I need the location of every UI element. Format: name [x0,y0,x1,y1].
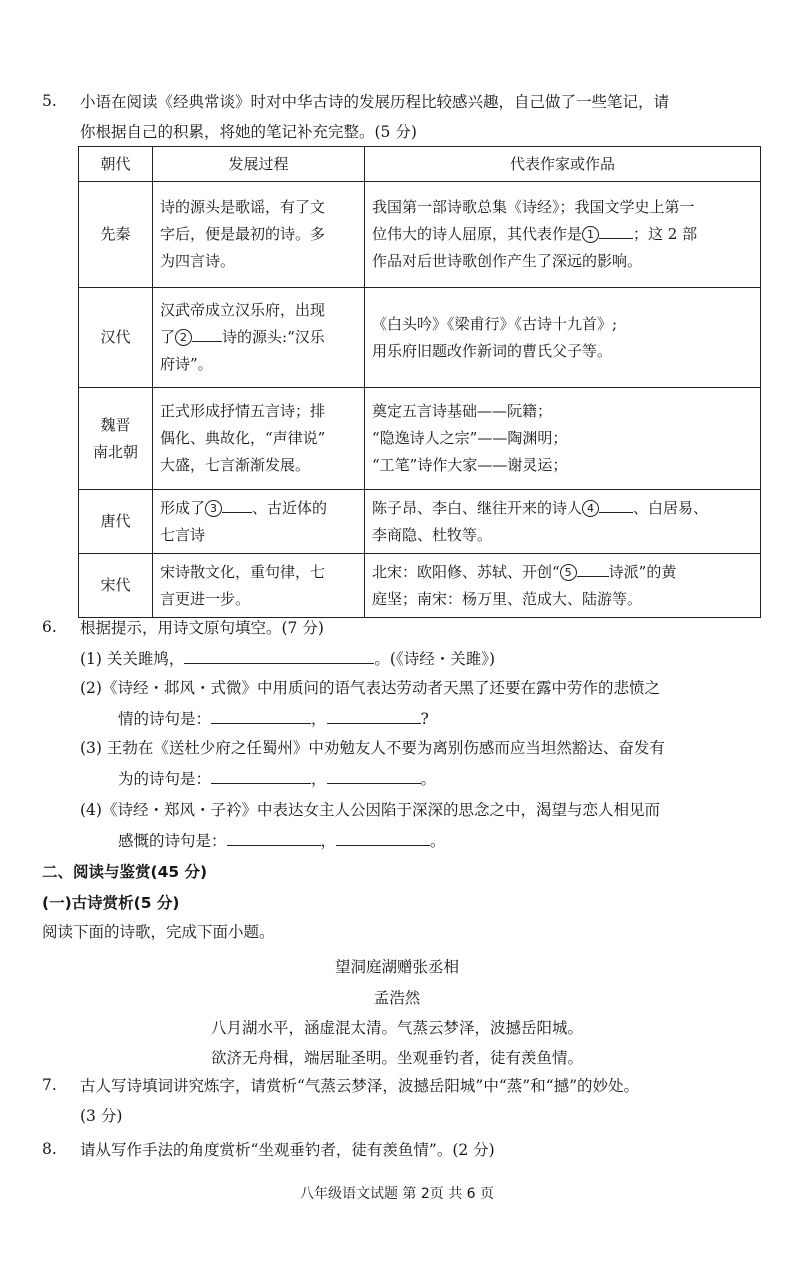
sub4-comma: ， [320,832,337,850]
dynasty-line: 魏晋 [100,415,131,434]
dev-line: 字后，便是最初的诗。多 [160,225,326,243]
answer-blank-2[interactable] [192,326,222,342]
table-header-row [79,147,761,182]
sub2-comma: ， [311,710,327,728]
dynasty-cell: 宋代 [79,554,153,618]
sub4-end: 。 [430,832,446,850]
dev-line: 府诗”。 [160,355,213,373]
blank-number-2: 2 [175,329,192,346]
answer-blank-6-3b[interactable] [327,768,421,784]
rep-text: 北宋：欧阳修、苏轼、开创“ [372,562,560,581]
question-5-number: 5. [42,92,57,110]
answer-blank-6-4b[interactable] [336,830,430,846]
answer-blank-3[interactable] [222,497,252,513]
question-7-text-line1: 古人写诗填词讲究炼字，请赏析“气蒸云梦泽，波撼岳阳城”中“蒸”和“撼”的妙处。 [80,1077,640,1095]
blank-number-4: 4 [582,500,599,517]
dynasty-cell [79,388,153,490]
poetry-notes-table [78,146,761,618]
rep-text: ；这 2 部 [633,225,698,243]
rep-line: 奠定五言诗基础——阮籍； [372,402,553,420]
blank-number-5: 5 [560,564,577,581]
dev-text: 了 [160,328,176,346]
rep-line [372,495,753,522]
page-footer: 八年级语文试题 第 2页 共 6 页 [299,1186,495,1202]
question-6-sub4-line1: (4)《诗经・郑风・子衿》中表达女主人公因陷于深深的思念之中，渴望与恋人相见而 [80,801,660,819]
rep-text: 、白居易、 [633,498,709,517]
dev-line: 偶化、典故化，“声律说” [160,429,326,447]
representative-cell [365,288,761,388]
answer-blank-6-3a[interactable] [211,768,311,784]
sub2-end: ? [420,710,429,728]
question-6-sub2-line2 [118,708,429,729]
dynasty-cell: 唐代 [79,490,153,554]
sub1-text: (1) 关关雎鸠， [80,650,185,668]
table-row-songdai [79,554,761,618]
dev-text: 形成了 [160,498,206,517]
question-5-text-line1: 小语在阅读《经典常谈》时对中华古诗的发展历程比较感兴趣，自己做了一些笔记，请 [80,93,670,111]
sub3-text: 为的诗句是： [118,770,212,788]
header-representative: 代表作家或作品 [365,147,761,182]
development-cell [153,288,365,388]
question-7-text-line2: (3 分) [80,1107,123,1125]
section-2-subtitle: (一)古诗赏析(5 分) [42,894,180,912]
question-6-sub3-line1: (3) 王勃在《送杜少府之任蜀州》中劝勉友人不要为离别伤感而应当坦然豁达、奋发有 [80,739,665,757]
table-row-tangdai [79,490,761,554]
question-6-intro: 根据提示，用诗文原句填空。(7 分) [80,619,324,637]
rep-line: 我国第一部诗歌总集《诗经》；我国文学史上第一 [372,198,695,216]
rep-line: 李商隐、杜牧等。 [372,525,493,544]
rep-line [372,221,753,248]
rep-text: 诗派”的黄 [608,562,677,581]
question-6-number: 6. [42,618,57,636]
blank-number-1: 1 [582,226,599,243]
representative-cell [365,388,761,490]
question-8-number: 8. [42,1140,57,1158]
section-2-title: 二、阅读与鉴赏(45 分) [42,863,208,881]
sub2-text: 情的诗句是： [118,710,212,728]
header-development: 发展过程 [153,147,365,182]
dev-line: 七言诗 [160,525,206,544]
representative-cell [365,182,761,288]
table-row-xianqin [79,182,761,288]
poem-title: 望洞庭湖赠张丞相 [334,958,459,976]
representative-cell [365,554,761,618]
development-cell [153,554,365,618]
sub4-text: 感慨的诗句是： [118,832,227,850]
poem-author: 孟浩然 [373,989,421,1007]
question-6-sub1 [80,648,495,669]
rep-line: “隐逸诗人之宗”——陶渊明； [372,429,568,447]
development-cell [153,490,365,554]
question-6-sub4-line2 [118,830,446,851]
answer-blank-1[interactable] [599,223,633,239]
rep-line: 庭坚；南宋：杨万里、范成大、陆游等。 [372,589,643,608]
answer-blank-6-4a[interactable] [227,830,321,846]
table-row-weijin [79,388,761,490]
dev-line [160,495,357,522]
sub1-source: 。(《诗经・关雎》) [374,650,495,668]
answer-blank-6-1[interactable] [184,648,374,664]
dev-line: 诗的源头是歌谣，有了文 [160,198,326,216]
rep-line [372,559,753,586]
sub3-end: 。 [420,770,437,788]
rep-line: “工笔”诗作大家——谢灵运； [372,456,568,474]
rep-line: 作品对后世诗歌创作产生了深远的影响。 [372,252,643,270]
dev-text: 诗的源头:“汉乐 [222,328,325,346]
answer-blank-4[interactable] [599,497,633,513]
development-cell [153,182,365,288]
dev-line: 大盛，七言渐渐发展。 [160,456,311,474]
question-6-sub2-line1: (2)《诗经・邶风・式微》中用质问的语气表达劳动者天黑了还要在露中劳作的悲愤之 [80,679,660,697]
answer-blank-5[interactable] [577,561,609,577]
poem-line-2: 欲济无舟楫，端居耻圣明。坐观垂钓者，徒有羡鱼情。 [210,1049,583,1067]
rep-line: 用乐府旧题改作新词的曹氏父子等。 [372,341,613,360]
question-8-text: 请从写作手法的角度赏析“坐观垂钓者，徒有羡鱼情”。(2 分) [80,1141,495,1159]
table-row-handai [79,288,761,388]
rep-text: 陈子昂、李白、继往开来的诗人 [372,498,583,517]
poem-line-1: 八月湖水平，涵虚混太清。气蒸云梦泽，波撼岳阳城。 [210,1019,583,1037]
dynasty-cell: 先秦 [79,182,153,288]
dev-line: 正式形成抒情五言诗；排 [160,402,326,420]
answer-blank-6-2a[interactable] [211,708,311,724]
dev-line: 宋诗散文化，重句律，七 [160,562,326,581]
question-6-sub3-line2 [118,768,436,789]
header-dynasty: 朝代 [79,147,153,182]
section-2-intro: 阅读下面的诗歌，完成下面小题。 [42,923,275,941]
rep-text: 位伟大的诗人屈原，其代表作是 [372,225,583,243]
dynasty-line: 南北朝 [92,442,138,461]
development-cell [153,388,365,490]
dynasty-cell: 汉代 [79,288,153,388]
dev-line: 为四言诗。 [160,252,236,270]
blank-number-3: 3 [205,500,222,517]
dev-line: 汉武帝成立汉乐府，出现 [160,301,326,319]
answer-blank-6-2b[interactable] [327,708,421,724]
question-5-text-line2: 你根据自己的积累，将她的笔记补充完整。(5 分) [80,123,417,141]
sub3-comma: ， [311,770,327,788]
dev-line: 言更进一步。 [160,589,251,608]
representative-cell [365,490,761,554]
dev-text: 、古近体的 [252,498,328,517]
rep-line: 《白头吟》《梁甫行》《古诗十九首》; [372,314,618,333]
dev-line [160,324,357,351]
question-7-number: 7. [42,1076,57,1094]
